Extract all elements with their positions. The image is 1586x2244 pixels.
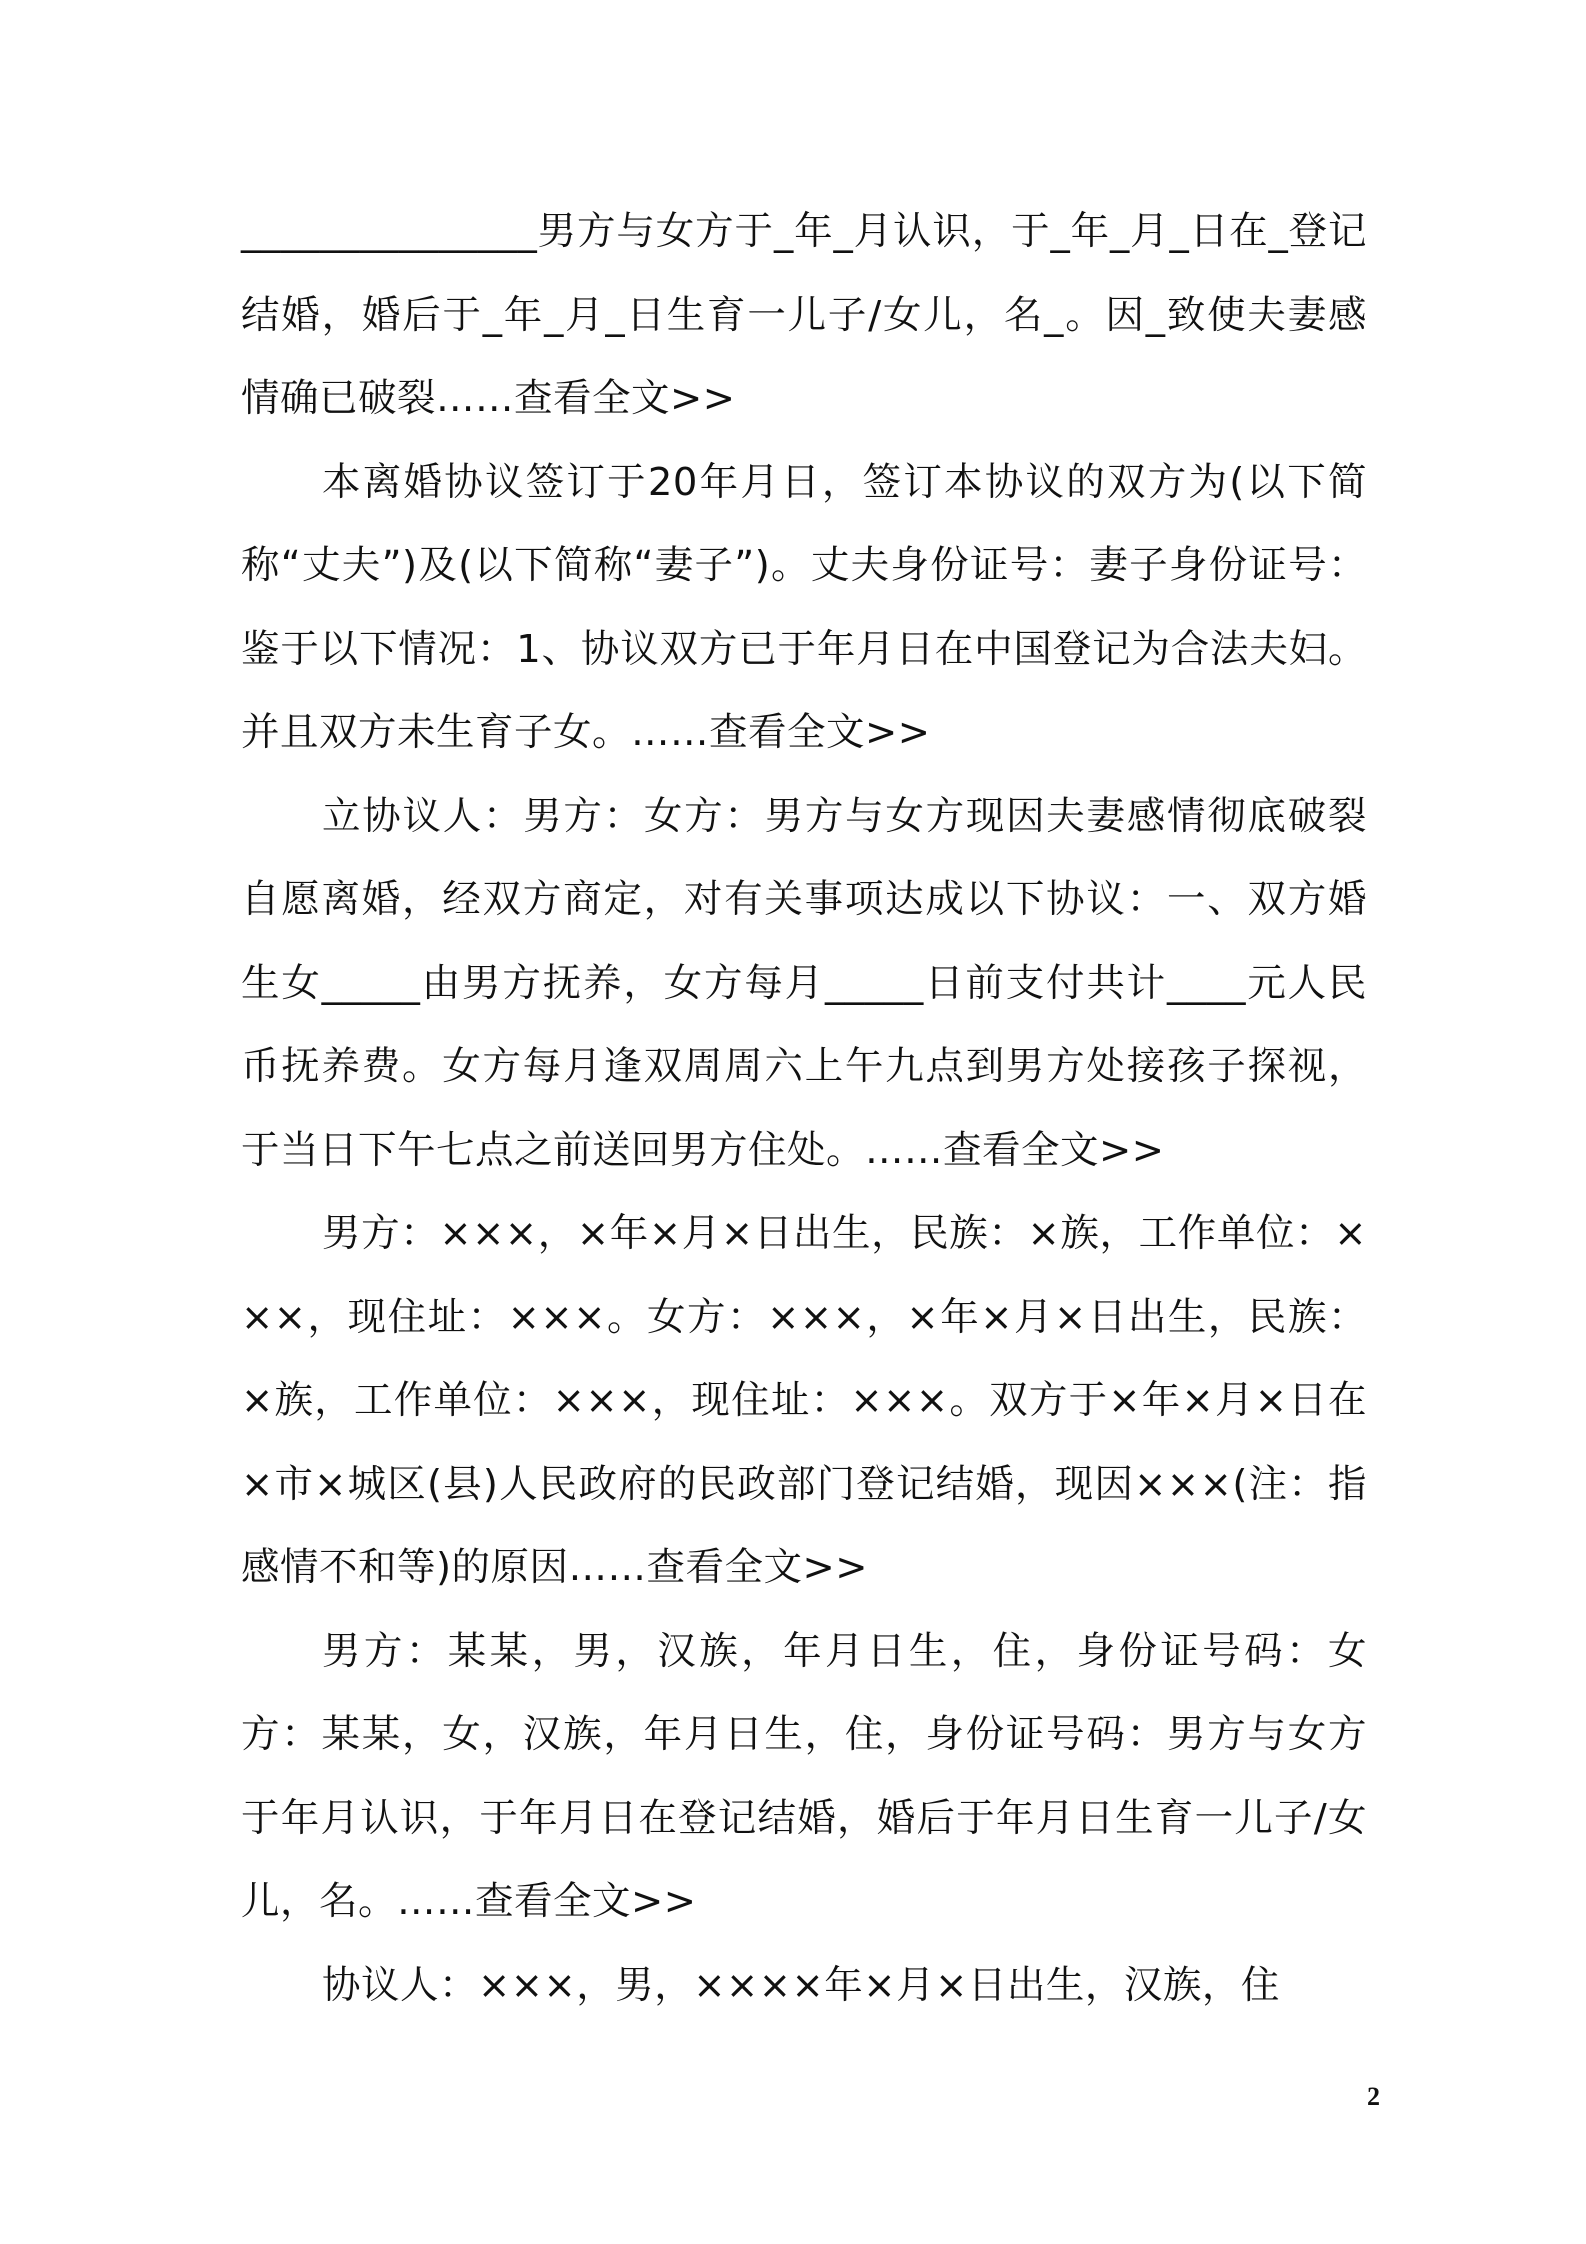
paragraph-6: 协议人：×××，男，××××年×月×日出生，汉族，住	[322, 1962, 1280, 2008]
paragraph-4: 男方：×××，×年×月×日出生，民族：×族，工作单位：×××，现住址：×××。女方：×××，×年×月×日出生，民族：×族，工作单位：×××，现住址：×××。双方于×年×月×日在×市×城区(县)人民政府的民政部门登记结婚，现因×××(注：指感情不和等)的原因……查看全文>>	[241, 1211, 1367, 1590]
page-number: 2	[1367, 2082, 1380, 2111]
paragraph-3: 立协议人：男方：女方：男方与女方现因夫妻感情彻底破裂自愿离婚，经双方商定，对有关事项达成以下协议：一、双方婚生女_____由男方抚养，女方每月_____日前支付共计____元人民币抚养费。女方每月逢双周周六上午九点到男方处接孩子探视，于当日下午七点之前送回男方住处。……查看全文>>	[241, 793, 1367, 1173]
paragraph-1: _______________男方与女方于_年_月认识，于_年_月_日在_登记结婚，婚后于_年_月_日生育一儿子/女儿，名_。因_致使夫妻感情确已破裂……查看全文>>	[241, 209, 1367, 421]
document-body	[241, 190, 1367, 2027]
paragraph-5: 男方：某某，男，汉族，年月日生，住，身份证号码：女方：某某，女，汉族，年月日生，住，身份证号码：男方与女方于年月认识，于年月日在登记结婚，婚后于年月日生育一儿子/女儿，名。……查看全文>>	[241, 1628, 1367, 1924]
paragraph-2: 本离婚协议签订于20年月日，签订本协议的双方为(以下简称“丈夫”)及(以下简称“妻子”)。丈夫身份证号：妻子身份证号：鉴于以下情况：1、协议双方已于年月日在中国登记为合法夫妇。并且双方未生育子女。……查看全文>>	[241, 459, 1367, 755]
